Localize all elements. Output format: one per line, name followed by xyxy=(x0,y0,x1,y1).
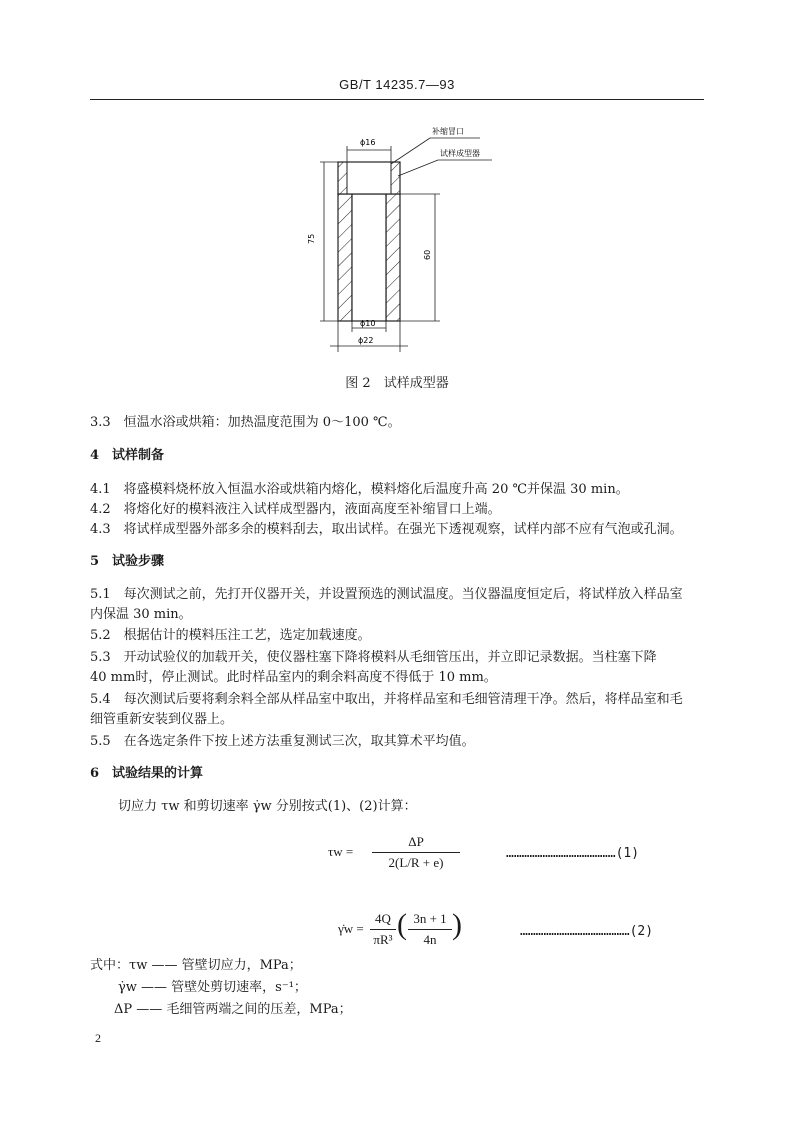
label-riser: 补缩冒口 xyxy=(432,127,464,136)
riser-wall-right xyxy=(391,162,400,194)
formula-1-lhs: τw = xyxy=(328,844,354,859)
formula-2-coef-denominator: πR³ xyxy=(373,932,393,947)
clause-5-3-line1: 5.3 开动试验仪的加载开关，使仪器柱塞下降将模料从毛细管压出，并立即记录数据。当柱塞下降 xyxy=(90,650,657,665)
dim-60: 60 xyxy=(423,249,432,260)
where-line-3: ΔP —— 毛细管两端之间的压差，MPa； xyxy=(114,1002,352,1017)
section-4-title: 4 试样制备 xyxy=(90,448,165,463)
formula-2-paren-bar xyxy=(408,929,452,930)
clause-4-2: 4.2 将熔化好的模料液注入试样成型器内，液面高度至补缩冒口上端。 xyxy=(90,502,501,517)
formula-2-lhs: γ̇w = xyxy=(338,921,364,936)
clause-5-5: 5.5 在各选定条件下按上述方法重复测试三次，取其算术平均值。 xyxy=(90,734,475,749)
formula-2-right-paren: ) xyxy=(452,908,462,941)
clause-4-3: 4.3 将试样成型器外部多余的模料刮去，取出试样。在强光下透视观察，试样内部不应有气泡或孔洞。 xyxy=(90,522,683,537)
dim-phi10: ϕ10 xyxy=(360,319,376,328)
clause-5-1-line1: 5.1 每次测试之前，先打开仪器开关，并设置预选的测试温度。当仪器温度恒定后，将试样放入样品室 xyxy=(90,587,683,602)
mold-wall-right xyxy=(386,194,400,321)
clause-4-1: 4.1 将盛模料烧杯放入恒温水浴或烘箱内熔化，模料熔化后温度升高 20 ℃并保温 30 min。 xyxy=(90,482,629,497)
dim-75: 75 xyxy=(307,233,316,244)
clause-3-3: 3.3 恒温水浴或烘箱：加热温度范围为 0～100 ℃。 xyxy=(90,415,401,430)
formula-2-paren-denominator: 4n xyxy=(423,932,437,947)
mold-cavity xyxy=(352,194,386,321)
dim-phi16: ϕ16 xyxy=(360,138,376,147)
page-number: 2 xyxy=(95,1031,101,1045)
mold-wall-left xyxy=(338,194,352,321)
clause-5-2: 5.2 根据估计的模料压注工艺，选定加载速度。 xyxy=(90,628,371,643)
dim-phi22: ϕ22 xyxy=(358,336,374,345)
header-rule xyxy=(90,99,704,100)
formula-2-paren-numerator: 3n + 1 xyxy=(413,911,447,926)
formula-1-fraction-bar xyxy=(372,852,460,853)
formula-1-denominator: 2(L/R + e) xyxy=(388,855,444,870)
where-line-2: γ̇w —— 管壁处剪切速率，s⁻¹； xyxy=(118,980,307,995)
section-6-title: 6 试验结果的计算 xyxy=(90,766,204,781)
clause-5-3-line2: 40 mm时，停止测试。此时样品室内的剩余料高度不得低于 10 mm。 xyxy=(90,670,497,685)
section-5-title: 5 试验步骤 xyxy=(90,554,165,569)
clause-5-4-line2: 细管重新安装到仪器上。 xyxy=(90,712,234,727)
formula-2-coef-numerator: 4Q xyxy=(375,911,391,926)
formula-1-numerator: ΔP xyxy=(408,834,424,849)
formula-1-number: ……………………………………(1) xyxy=(506,846,640,861)
page-header: GB/T 14235.7—93 xyxy=(339,77,455,92)
sample-mold-diagram xyxy=(280,112,520,362)
where-line-1: 式中：τw —— 管壁切应力，MPa； xyxy=(90,958,302,973)
formula-2-left-paren: ( xyxy=(397,908,407,941)
figure-caption: 图 2 试样成型器 xyxy=(345,376,449,391)
riser-wall-left xyxy=(338,162,347,194)
clause-5-1-line2: 内保温 30 min。 xyxy=(90,607,192,622)
calc-intro: 切应力 τw 和剪切速率 γ̇w 分别按式(1)、(2)计算： xyxy=(118,799,417,814)
formula-2-number: ……………………………………(2) xyxy=(520,924,654,939)
clause-5-4-line1: 5.4 每次测试后要将剩余料全部从样品室中取出，并将样品室和毛细管清理干净。然后，将样品室和毛 xyxy=(90,692,683,707)
formula-2-coef-bar xyxy=(370,929,396,930)
label-mold: 试样成型器 xyxy=(440,149,480,158)
